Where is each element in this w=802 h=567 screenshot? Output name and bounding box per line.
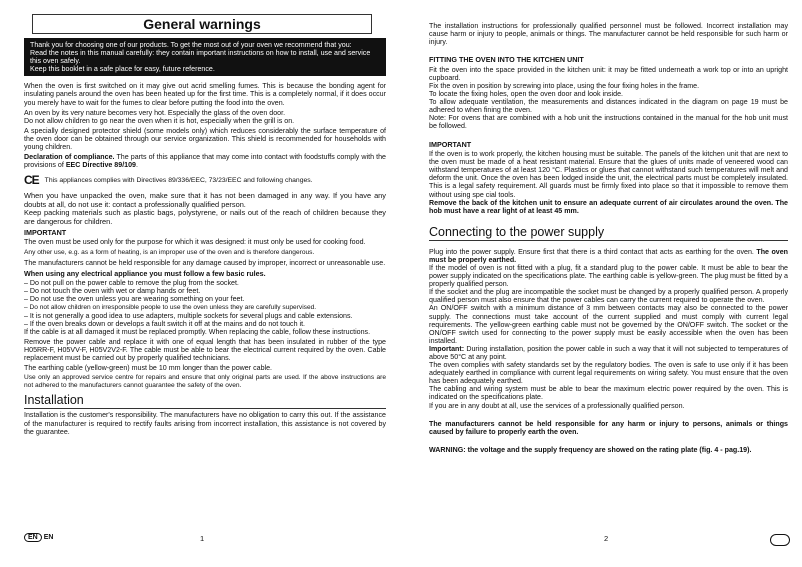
paragraph: When you have unpacked the oven, make sure that it has not been damaged in any way. If you have any doubts at all, do not use it: contact a professionally qualified person. [24,191,386,209]
important-heading-right: IMPORTANT [429,139,472,149]
paragraph: Installation is the customer's responsibility. The manufacturers have no obligation to carry this out. If the assistance of the manufacturer is required to rectify faults arising from incorrect installation, this assistance is not covered by the guarantee. [24,411,386,436]
ce-compliance [24,173,386,187]
paragraph: Keep packing materials such as plastic bags, polystyrene, or nails out of the reach of children because they are dangerous for children. [24,208,386,226]
liability-text: The manufacturers cannot be held responsible for any harm or injury to persons, animals or things caused by failure to properly earth the oven. [429,419,788,436]
paragraph: If the cable is at all damaged it must be replaced promptly. When replacing the cable, follow these instructions. [24,327,371,336]
paragraph: The manufacturers cannot be held responsible for any damage caused by improper, incorrect or unreasonable use. [24,258,386,267]
paragraph: An ON/OFF switch with a minimum distance of 3 mm between contacts may also be connected to the power supply. The connections must take account of the current supplied and must comply with current legal requirements. The yellow-green earthing cable must not be governed by the ON/OFF switch. The socket or the ON/OFF switch used for connecting to the power supply must be easily accessible when the oven has been installed. [429,304,788,345]
intro-line: Thank you for choosing one of our products. To get the most out of your oven we recommend that you: [30,41,352,49]
paragraph: If the oven is to work properly, the kitchen housing must be suitable. The panels of the kitchen unit that are next to the oven must be made of a heat resistant material. Ensure that the glues of units made of veneered wood can withstand temperatures of at least 120 °C. Plastics or glues that cannot withstand such temperatures will melt and deform the unit. Once the oven has been lodged inside the unit, the electrical parts must be completely insulated. This is a legal safety requirement. All guards must be firmly fixed into place so that it impossible to remove them without using spe cial tools. [429,150,788,199]
paragraph: Use only an approved service centre for repairs and ensure that only original parts are used. If the above instructions are not adhered to the manufacturers cannot guarantee the safety of the oven. [24,374,386,390]
declaration-label: Declaration of compliance. [24,153,115,162]
list-item: – Do not use the oven unless you are wearing something on your feet. [24,295,245,304]
paragraph: To locate the fixing holes, open the oven door and look inside. [429,90,624,99]
important-install: During installation, position the power cable in such a way that it will not subjected to temperatures of above 50°C at any point. [429,344,788,361]
intro-box [24,38,386,76]
page-number-right: 2 [604,534,609,543]
intro-line: Read the notes in this manual carefully: they contain important instructions on how to install, use and service this oven safely. [30,49,371,66]
paragraph [429,420,788,436]
paragraph: The installation instructions for professionally qualified personnel must be followed. Incorrect installation may cause harm or injury to people, animals or things. The manufacturer cannot be held responsible for such harm or injury. [429,22,788,47]
paragraph: If the model of oven is not fitted with a plug, fit a standard plug to the power cable. It must be able to bear the power supply indicated on the specifications plate. The earthing cable is yellow-green. The plug must be fitted by a properly qualified person. [429,263,788,289]
paragraph: An oven by its very nature becomes very hot. Especially the glass of the oven door. [24,108,286,117]
ce-text: This appliances complies with Directives 89/336/EEC, 73/23/EEC and following changes. [44,176,313,184]
declaration: Declaration of compliance. The parts of this appliance that may come into contact with foodstuffs comply with the provisions of EEC Directive 89/109. [24,153,386,170]
paragraph: The earthing cable (yellow-green) must be 10 mm longer than the power cable. [24,364,273,373]
power-intro: Plug into the power supply. Ensure first that there is a third contact that acts as earthing for the oven. [429,247,754,256]
paragraph: Remove the power cable and replace it with one of equal length that has been insulated in rubber of the type H05RR-F, H05VV-F, H05V2V2-F. The cable must be able to bear the electrical current required by the oven. Cable replacement must be carried out by properly qualified technicians. [24,337,386,363]
declaration-directive: EEC Directive 89/109 [65,161,137,170]
paragraph: If you are in any doubt at all, use the services of a professionally qualified person. [429,401,685,410]
paragraph: Fit the oven into the space provided in the kitchen unit: it may be fitted underneath a work top or into an upright cupboard. [429,65,788,82]
rules-list [24,279,386,328]
paragraph [429,345,788,361]
power-heading: Connecting to the power supply [429,225,788,241]
page-title: General warnings [32,14,372,34]
language-badge: EN [24,533,42,542]
language-oval-icon [770,534,790,546]
paragraph: A specially designed protector shield (some models only) which reduces considerably the surface temperature of the oven door can be obtained through our service organization. This shield is recommended for households with young children. [24,126,386,152]
paragraph [429,199,788,215]
list-item: – If the oven breaks down or develops a fault switch it off at the mains and do not touch it. [24,319,306,328]
language-indicator [24,533,53,542]
right-page [401,0,802,567]
list-item: – Do not pull on the power cable to remove the plug from the socket. [24,279,239,288]
paragraph: Any other use, e.g. as a form of heating, is an improper use of the oven and is therefore dangerous. [24,248,315,256]
list-item: – Do not allow children on irresponsible people to use the oven unless they are carefully supervised. [24,303,317,311]
paragraph: The cabling and wiring system must be able to bear the maximum electric power required by the oven. This is indicated on the specifications plate. [429,385,788,402]
paragraph: When the oven is first switched on it may give out acrid smelling fumes. This is because the bonding agent for insulating panels around the oven has been heated up for the first time. This is a completely normal, if it does occur you merely have to wait for the fumes to clear before putting the food into the oven. [24,82,386,107]
paragraph: Do not allow children to go near the oven when it is hot, especially when the grill is on. [24,116,295,125]
intro-line: Keep this booklet in a safe place for easy, future reference. [30,65,215,74]
paragraph: The oven must be used only for the purpose for which it was designed: it must only be used for cooking food. [24,238,366,247]
fitting-heading: FITTING THE OVEN INTO THE KITCHEN UNIT [429,55,584,65]
paragraph [429,248,788,264]
power-earth: The oven must be properly earthed. [429,247,789,264]
important-label: Important: [429,344,465,353]
paragraph: Note: For ovens that are combined with a hob unit the instructions contained in the manual for the hob unit must be followed. [429,114,788,131]
page-number-left: 1 [200,534,205,543]
important-bold: Remove the back of the kitchen unit to ensure an adequate current of air circulates around the oven. The hob must have a rear light of at least 45 mm. [429,198,788,215]
paragraph: If the socket and the plug are incompatible the socket must be changed by a properly qualified person. A properly qualified person must also ensure that the power cables can carry the current required to operate the oven. [429,288,788,305]
installation-heading: Installation [24,393,386,409]
paragraph: The oven complies with safety standards set by the regulatory bodies. The oven is safe to use only if it has been adequately earthed in compliance with current legal requirements on wiring safety. You must ensure that the oven has been adequately earthed. [429,361,788,386]
paragraph: Fix the oven in position by screwing into place, using the four fixing holes in the frame. [429,81,700,90]
electrical-heading: When using any electrical appliance you must follow a few basic rules. [24,268,266,278]
declaration-text: The parts of this appliance that may come into contact with foodstuffs comply with the provisions of [24,153,386,170]
paragraph [429,446,788,454]
list-item: – Do not touch the oven with wet or damp hands or feet. [24,287,201,296]
ce-mark-icon: CE [24,173,39,188]
warning-text: WARNING: the voltage and the supply frequency are showed on the rating plate (fig. 4 - pag.19). [429,445,752,454]
paragraph: To allow adequate ventilation, the measurements and distances indicated in the diagram on page 19 must be adhered to when fining the oven. [429,98,788,115]
list-item: – It is not generally a good idea to use adapters, multiple sockets for several plugs and cable extensions. [24,311,353,320]
language-label: EN [43,534,54,541]
important-heading: IMPORTANT [24,227,67,237]
